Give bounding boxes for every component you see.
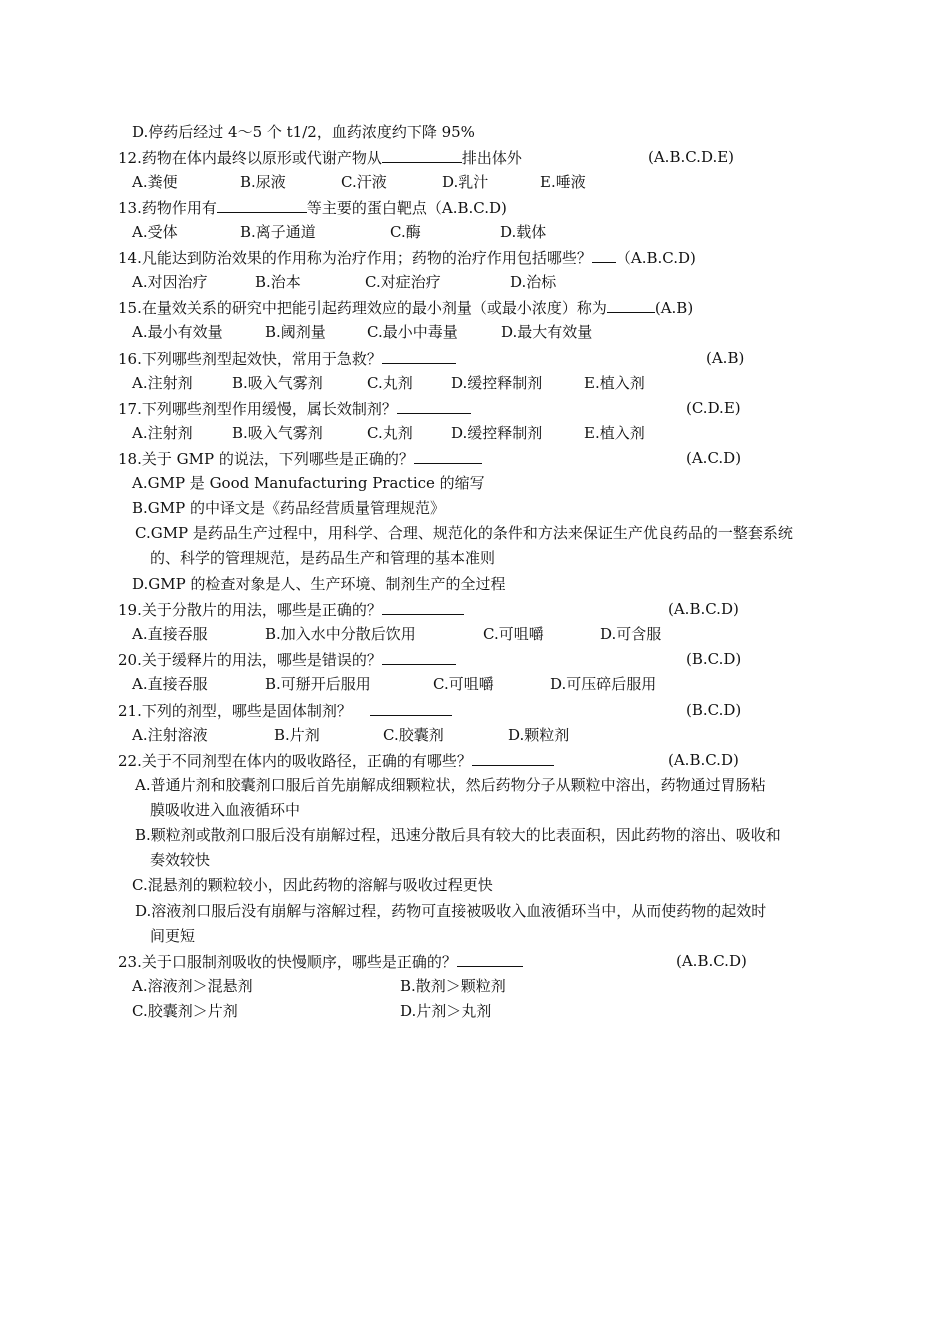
question-12 — [118, 145, 522, 170]
q21-option-d: D.颗粒剂 — [508, 726, 570, 744]
question-13 — [118, 195, 507, 220]
q22-option-d-line1: D.溶液剂口服后没有崩解与溶解过程，药物可直接被吸收入血液循环当中，从而使药物的起效时 — [135, 902, 767, 920]
q22-option-c: C.混悬剂的颗粒较小，因此药物的溶解与吸收过程更快 — [132, 876, 493, 894]
q12-option-b: B.尿液 — [240, 173, 286, 191]
q12-options — [0, 170, 950, 195]
q23-option-d: D.片剂＞丸剂 — [400, 1002, 492, 1020]
q20-option-d: D.可压碎后服用 — [550, 675, 657, 693]
q21-option-c: C.胶囊剂 — [383, 726, 444, 744]
q23-options-row2 — [0, 999, 950, 1024]
q12-option-c: C.汗液 — [341, 173, 387, 191]
q19-options — [0, 622, 950, 647]
q22-option-a-line2: 膜吸收进入血液循环中 — [150, 801, 301, 819]
q16-option-c: C.丸剂 — [367, 374, 413, 392]
q13-option-b: B.离子通道 — [240, 223, 316, 241]
q20-answer: (B.C.D) — [686, 650, 742, 668]
q12-stem-b: 排出体外 — [461, 149, 522, 167]
q15-options — [0, 320, 950, 345]
q14-blank — [592, 245, 616, 263]
q21-stem: 21.下列的剂型，哪些是固体制剂？ — [118, 702, 352, 720]
q13-stem-a: 13.药物作用有 — [118, 199, 217, 217]
q13-blank — [217, 195, 307, 213]
q14-answer: （A.B.C.D) — [615, 249, 696, 267]
q15-option-a: A.最小有效量 — [132, 323, 223, 341]
q22-option-b-line2: 奏效较快 — [150, 851, 211, 869]
q15-answer: (A.B) — [654, 299, 694, 317]
q16-option-a: A.注射剂 — [132, 374, 193, 392]
q22-blank — [472, 748, 554, 766]
q22-option-d-line2: 间更短 — [150, 927, 196, 945]
question-20 — [118, 647, 456, 672]
q18-option-d: D.GMP 的检查对象是人、生产环境、制剂生产的全过程 — [132, 575, 506, 593]
q12-option-d: D.乳汁 — [442, 173, 489, 191]
question-19 — [118, 597, 464, 622]
q12-option-a: A.粪便 — [132, 173, 178, 191]
q15-option-c: C.最小中毒量 — [367, 323, 458, 341]
question-18 — [118, 446, 482, 471]
q19-option-d: D.可含服 — [600, 625, 662, 643]
q18-option-a: A.GMP 是 Good Manufacturing Practice 的缩写 — [132, 474, 485, 492]
q21-option-a: A.注射溶液 — [132, 726, 208, 744]
q21-answer: (B.C.D) — [686, 701, 742, 719]
q18-answer: (A.C.D) — [686, 449, 742, 467]
q13-option-c: C.酶 — [390, 223, 421, 241]
q15-blank — [607, 295, 655, 313]
q22-option-a-line1: A.普通片剂和胶囊剂口服后首先崩解成细颗粒状，然后药物分子从颗粒中溶出，药物通过胃肠粘 — [135, 776, 766, 794]
q17-option-b: B.吸入气雾剂 — [232, 424, 323, 442]
question-21 — [118, 698, 452, 723]
q17-option-e: E.植入剂 — [584, 424, 645, 442]
question-22 — [118, 748, 554, 773]
q14-option-b: B.治本 — [255, 273, 301, 291]
q20-option-c: C.可咀嚼 — [433, 675, 494, 693]
question-16 — [118, 346, 456, 371]
q22-option-b-line1: B.颗粒剂或散剂口服后没有崩解过程，迅速分散后具有较大的比表面积，因此药物的溶出、吸收和 — [135, 826, 781, 844]
q22-answer: (A.B.C.D) — [668, 751, 739, 769]
question-14 — [118, 245, 696, 270]
q16-stem: 16.下列哪些剂型起效快，常用于急救？ — [118, 350, 382, 368]
q17-option-c: C.丸剂 — [367, 424, 413, 442]
q17-answer: (C.D.E) — [686, 399, 741, 417]
q16-answer: (A.B) — [706, 349, 745, 367]
q22-stem: 22.关于不同剂型在体内的吸收路径，正确的有哪些？ — [118, 752, 472, 770]
q14-stem: 14.凡能达到防治效果的作用称为治疗作用；药物的治疗作用包括哪些？ — [118, 249, 592, 267]
q20-stem: 20.关于缓释片的用法，哪些是错误的？ — [118, 651, 382, 669]
q12-option-e: E.唾液 — [540, 173, 586, 191]
q15-stem: 15.在量效关系的研究中把能引起药理效应的最小剂量（或最小浓度）称为 — [118, 299, 607, 317]
q23-options-row1 — [0, 974, 950, 999]
q20-options — [0, 672, 950, 697]
q18-option-c-line1: C.GMP 是药品生产过程中，用科学、合理、规范化的条件和方法来保证生产优良药品的一整套系统 — [135, 524, 793, 542]
q18-option-b: B.GMP 的中译文是《药品经营质量管理规范》 — [132, 499, 445, 517]
q19-option-c: C.可咀嚼 — [483, 625, 544, 643]
q23-option-b: B.散剂＞颗粒剂 — [400, 977, 506, 995]
q16-option-b: B.吸入气雾剂 — [232, 374, 323, 392]
q13-option-d: D.载体 — [500, 223, 547, 241]
question-23 — [118, 949, 523, 974]
q12-answer: (A.B.C.D.E) — [648, 148, 735, 166]
q21-options — [0, 723, 950, 748]
q19-option-a: A.直接吞服 — [132, 625, 208, 643]
question-17 — [118, 396, 471, 421]
q19-blank — [382, 597, 464, 615]
q23-stem: 23.关于口服制剂吸收的快慢顺序，哪些是正确的？ — [118, 953, 457, 971]
q16-blank — [382, 346, 456, 364]
q13-option-a: A.受体 — [132, 223, 178, 241]
q23-option-a: A.溶液剂＞混悬剂 — [132, 977, 253, 995]
question-15 — [118, 295, 693, 320]
q21-blank — [370, 698, 452, 716]
q16-option-e: E.植入剂 — [584, 374, 645, 392]
q16-options — [0, 371, 950, 396]
q18-blank — [414, 446, 482, 464]
q11-option-d: D.停药后经过 4～5 个 t1/2，血药浓度约下降 95% — [132, 123, 475, 141]
q19-answer: (A.B.C.D) — [668, 600, 739, 618]
q23-answer: (A.B.C.D) — [676, 952, 747, 970]
q18-option-c-line2: 的、科学的管理规范，是药品生产和管理的基本准则 — [150, 549, 496, 567]
q13-stem-b: 等主要的蛋白靶点（A.B.C.D) — [306, 199, 507, 217]
q19-stem: 19.关于分散片的用法，哪些是正确的？ — [118, 601, 382, 619]
q17-option-d: D.缓控释制剂 — [451, 424, 543, 442]
q23-option-c: C.胶囊剂＞片剂 — [132, 1002, 238, 1020]
q20-option-a: A.直接吞服 — [132, 675, 208, 693]
q18-stem: 18.关于 GMP 的说法，下列哪些是正确的？ — [118, 450, 414, 468]
q20-option-b: B.可掰开后服用 — [265, 675, 371, 693]
q12-stem-a: 12.药物在体内最终以原形或代谢产物从 — [118, 149, 382, 167]
q21-option-b: B.片剂 — [274, 726, 320, 744]
q23-blank — [457, 949, 523, 967]
q13-options — [0, 220, 950, 245]
q14-option-c: C.对症治疗 — [365, 273, 441, 291]
q17-blank — [397, 396, 471, 414]
q20-blank — [382, 647, 456, 665]
q17-options — [0, 421, 950, 446]
q14-options — [0, 270, 950, 295]
q12-blank — [382, 145, 462, 163]
q17-option-a: A.注射剂 — [132, 424, 193, 442]
q15-option-d: D.最大有效量 — [501, 323, 593, 341]
q16-option-d: D.缓控释制剂 — [451, 374, 543, 392]
q14-option-d: D.治标 — [510, 273, 557, 291]
q15-option-b: B.阈剂量 — [265, 323, 326, 341]
q14-option-a: A.对因治疗 — [132, 273, 208, 291]
q19-option-b: B.加入水中分散后饮用 — [265, 625, 416, 643]
q17-stem: 17.下列哪些剂型作用缓慢，属长效制剂？ — [118, 400, 397, 418]
